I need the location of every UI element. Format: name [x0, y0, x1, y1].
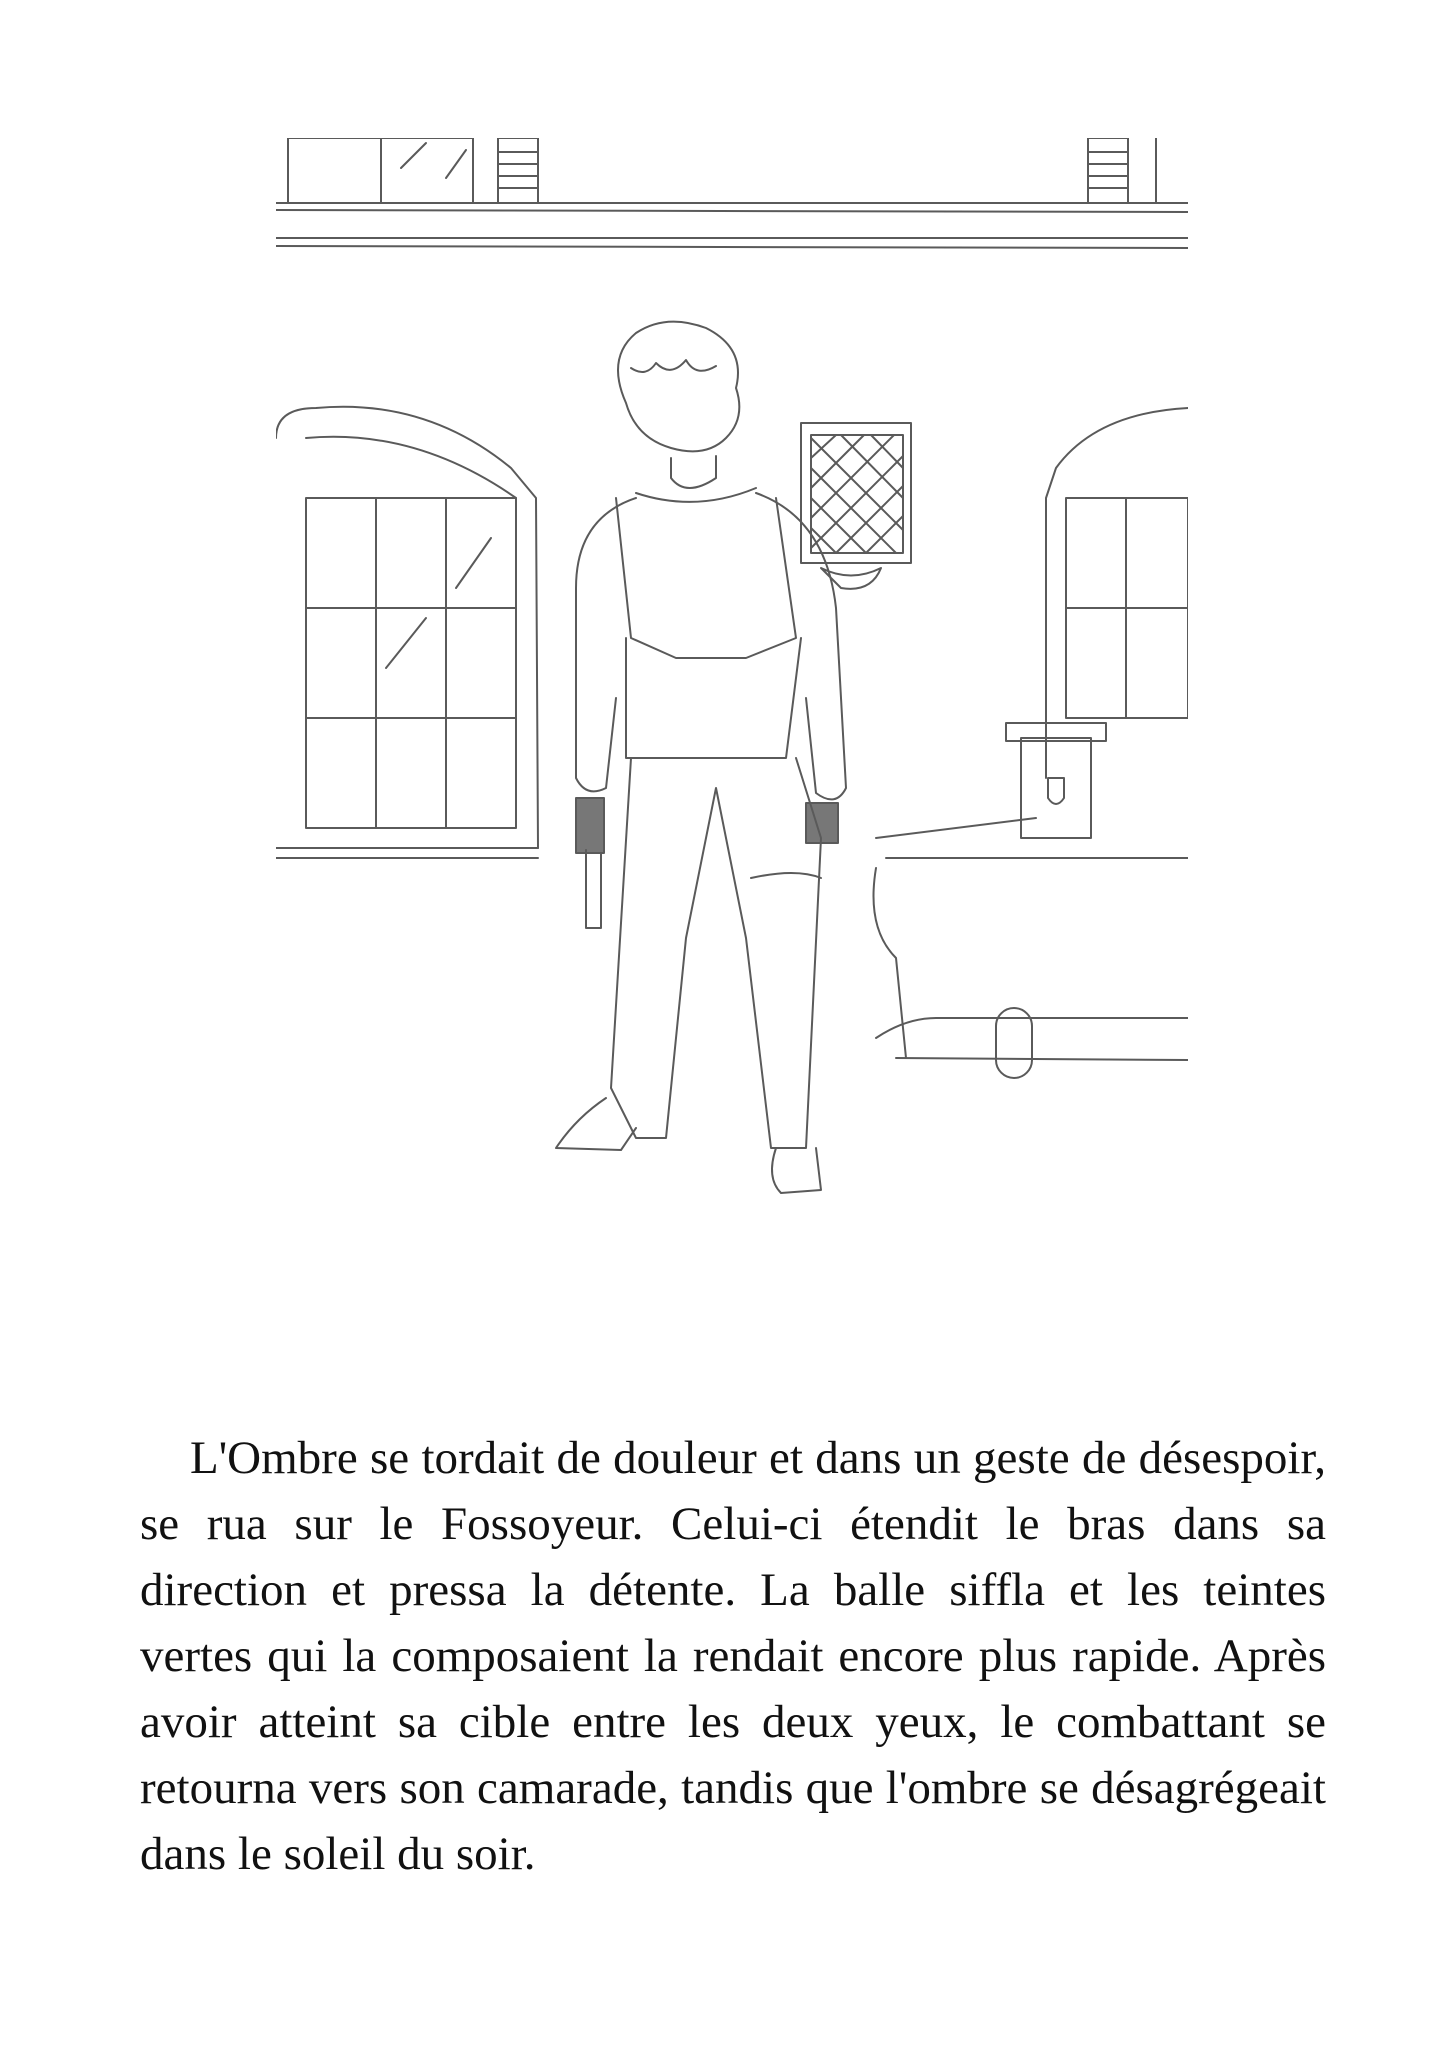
fountain: [874, 723, 1189, 1078]
sketch-svg: [276, 138, 1188, 1396]
story-paragraph: L'Ombre se tordait de douleur et dans un geste de désespoir, se rua sur le Fossoyeur. Celui-ci étendit le bras dans sa direction et pressa la détente. La balle siffla et les teintes vertes qui la composaient la rendait encore plus rapide. Après avoir atteint sa cible entre les deux yeux, le combattant se retourna vers son camarade, tandis que l'ombre se désagrégeait dans le soleil du soir.: [140, 1432, 1326, 1880]
character-figure: [556, 322, 846, 1193]
top-windows: [276, 138, 1188, 248]
story-text-block: [140, 1425, 1326, 1887]
left-arched-window: [276, 407, 538, 858]
lattice-window: [801, 423, 911, 589]
pencil-sketch-illustration: [276, 138, 1188, 1396]
